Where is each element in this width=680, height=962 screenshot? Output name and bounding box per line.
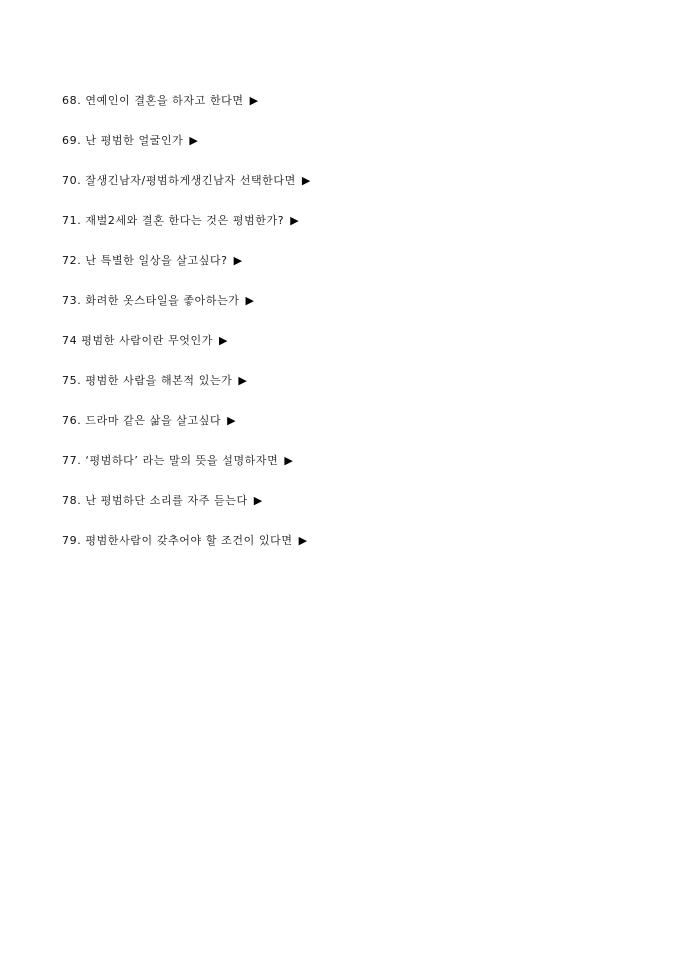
question-text: 73. 화려한 옷스타일을 좋아하는가 xyxy=(62,294,240,307)
play-arrow-icon: ▶ xyxy=(298,533,308,547)
question-text: 71. 재벌2세와 결혼 한다는 것은 평범한가? xyxy=(62,214,285,227)
question-item-73 xyxy=(62,280,311,320)
question-item-70 xyxy=(62,160,311,200)
question-text: 70. 잘생긴남자/평범하게생긴남자 선택한다면 xyxy=(62,174,296,187)
play-arrow-icon: ▶ xyxy=(189,133,199,147)
question-text: 69. 난 평범한 얼굴인가 xyxy=(62,134,184,147)
question-item-79 xyxy=(62,520,311,560)
question-item-71 xyxy=(62,200,311,240)
question-text: 72. 난 특별한 일상을 살고싶다? xyxy=(62,254,228,267)
play-arrow-icon: ▶ xyxy=(290,213,300,227)
question-item-72 xyxy=(62,240,311,280)
question-text: 74 평범한 사람이란 무엇인가 xyxy=(62,334,213,347)
play-arrow-icon: ▶ xyxy=(238,373,248,387)
play-arrow-icon: ▶ xyxy=(253,493,263,507)
question-item-68 xyxy=(62,80,311,120)
play-arrow-icon: ▶ xyxy=(245,293,255,307)
question-item-69 xyxy=(62,120,311,160)
play-arrow-icon: ▶ xyxy=(227,413,237,427)
question-item-78 xyxy=(62,480,311,520)
question-list xyxy=(62,80,311,560)
play-arrow-icon: ▶ xyxy=(301,173,311,187)
question-item-75 xyxy=(62,360,311,400)
question-text: 76. 드라마 같은 삶을 살고싶다 xyxy=(62,414,222,427)
question-text: 79. 평범한사람이 갖추어야 할 조건이 있다면 xyxy=(62,534,293,547)
play-arrow-icon: ▶ xyxy=(233,253,243,267)
play-arrow-icon: ▶ xyxy=(284,453,294,467)
play-arrow-icon: ▶ xyxy=(218,333,229,347)
question-text: 68. 연예인이 결혼을 하자고 한다면 xyxy=(62,94,244,107)
question-item-76 xyxy=(62,400,311,440)
question-text: 78. 난 평범하단 소리를 자주 듣는다 xyxy=(62,494,248,507)
question-text: 77. ‘평범하다’ 라는 말의 뜻을 설명하자면 xyxy=(62,454,279,467)
play-arrow-icon: ▶ xyxy=(249,93,259,107)
question-item-74 xyxy=(62,320,311,360)
question-text: 75. 평범한 사람을 해본적 있는가 xyxy=(62,374,233,387)
question-item-77 xyxy=(62,440,311,480)
